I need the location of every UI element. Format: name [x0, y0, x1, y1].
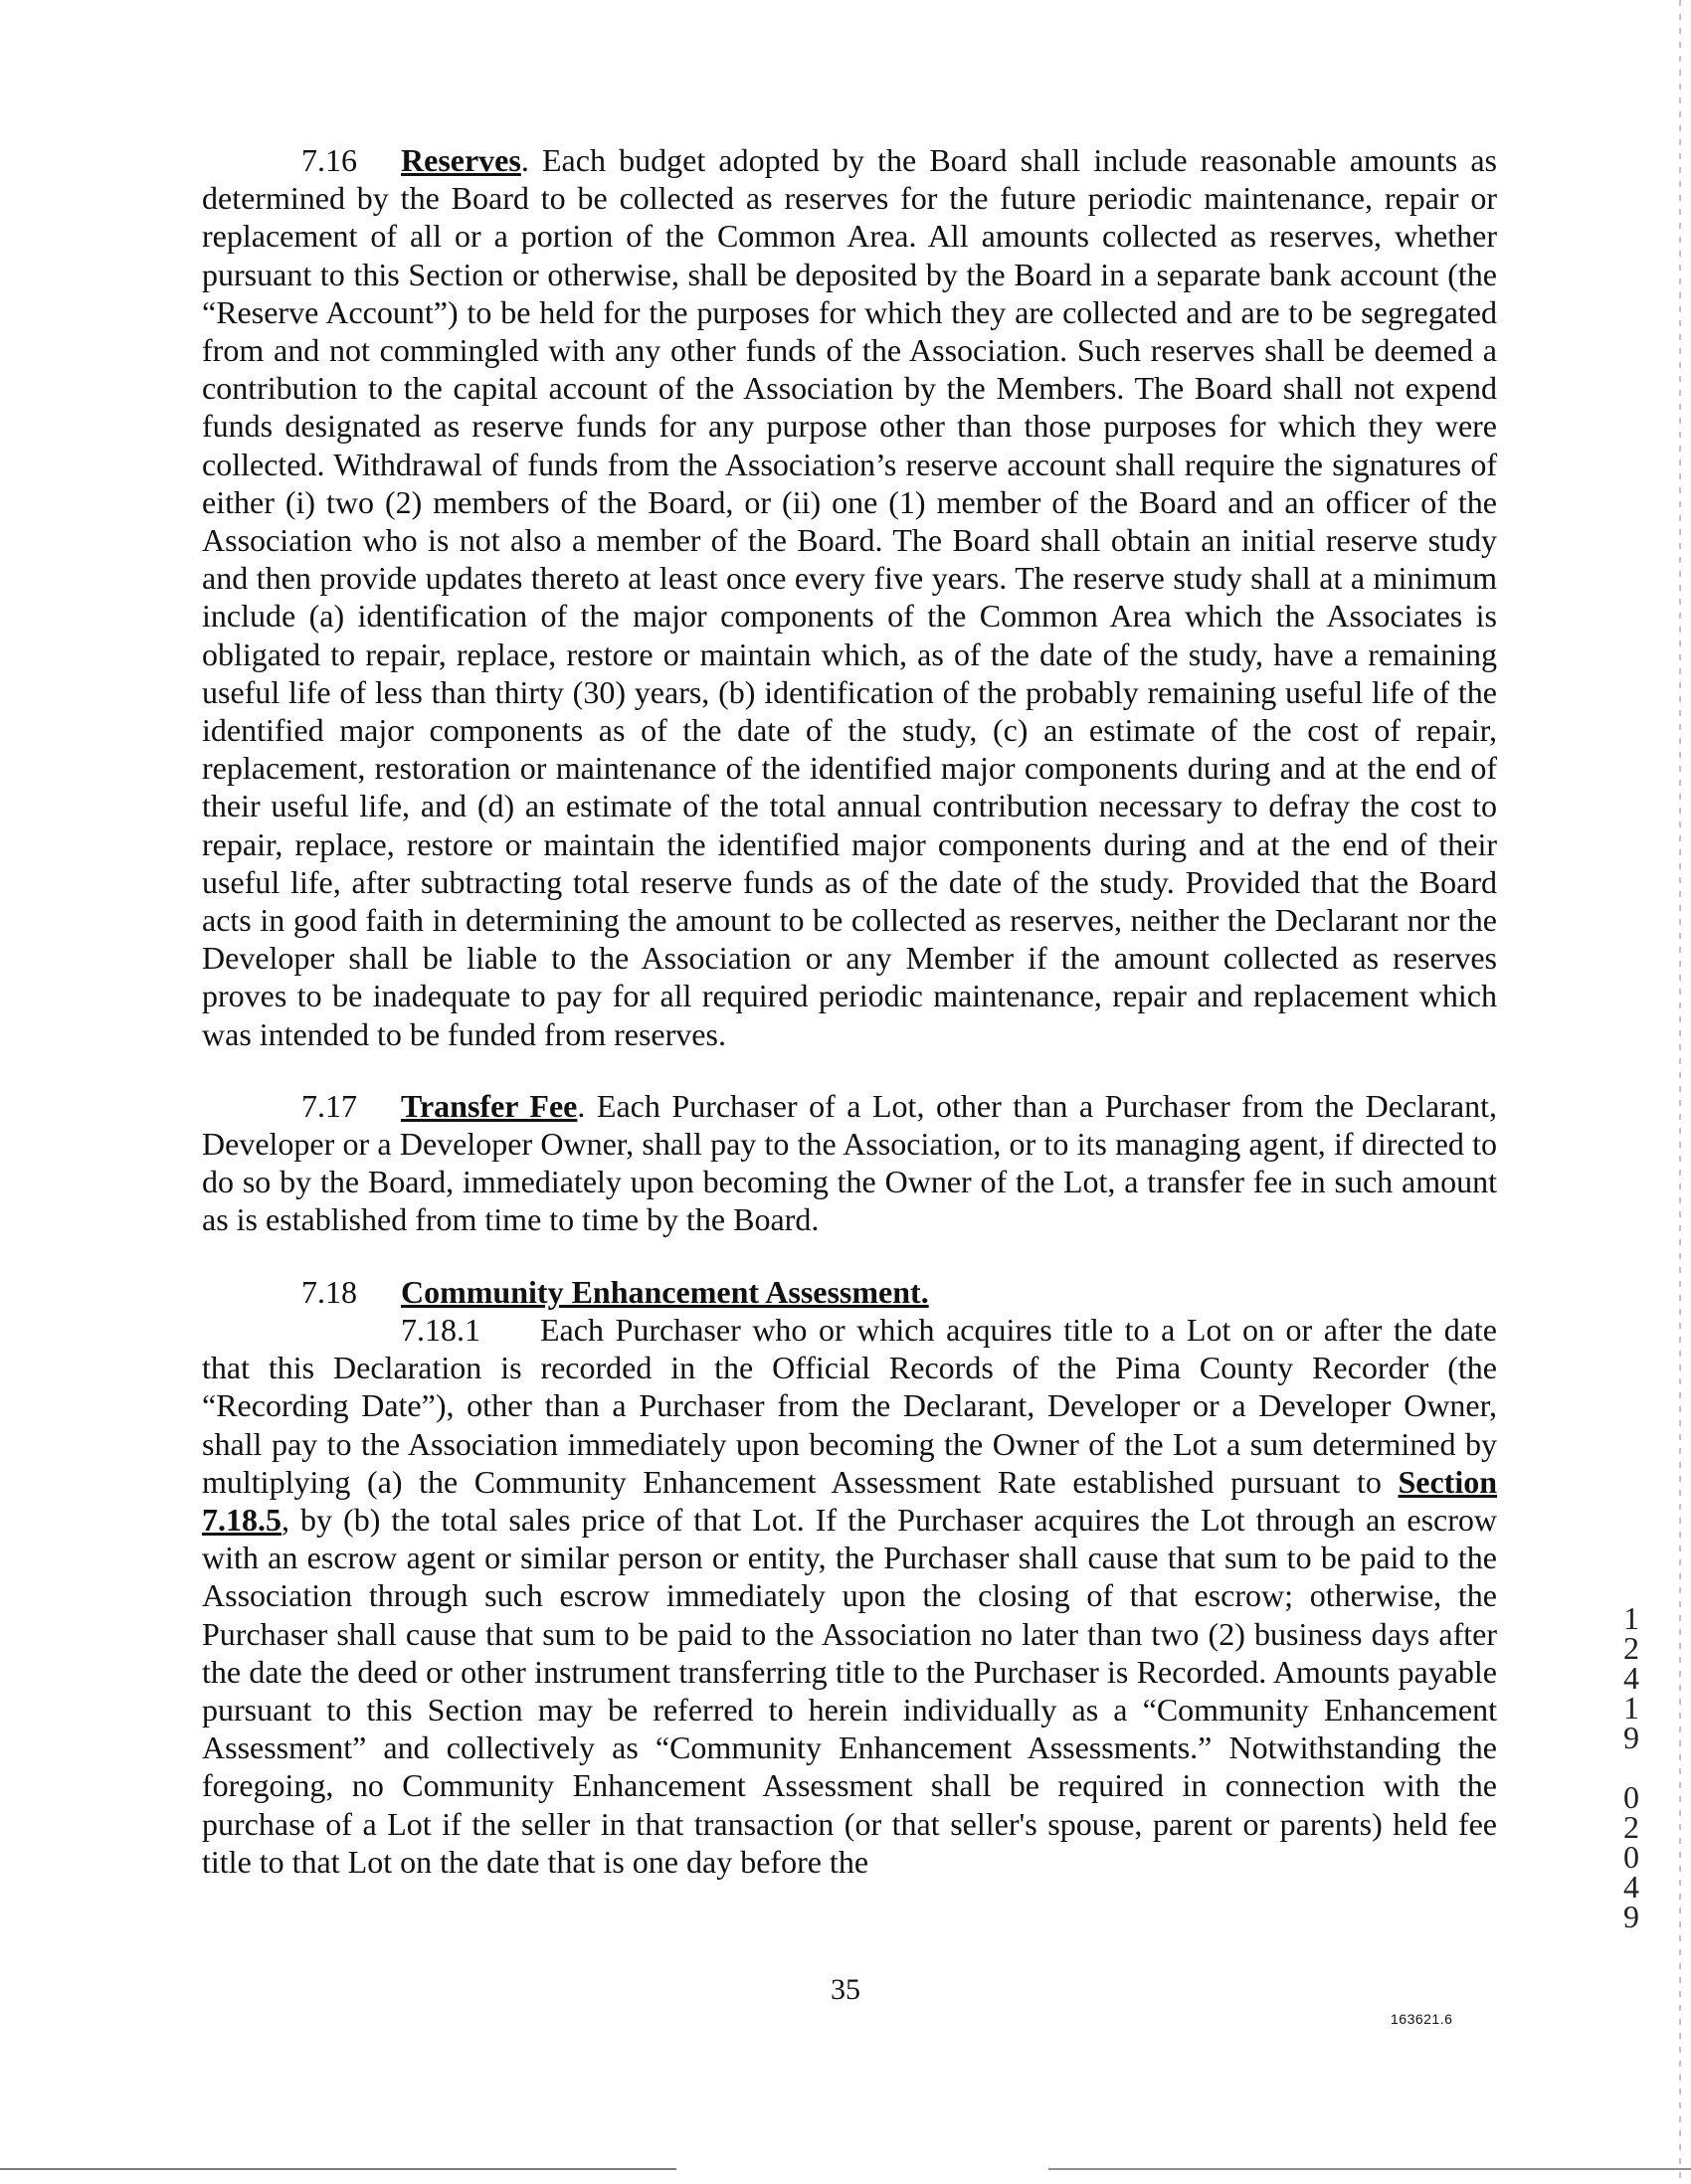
scan-edge-bottom	[0, 2168, 1691, 2170]
section-body-b: , by (b) the total sales price of that Lot. If the Purchaser acquires the Lot through an escrow with an escrow agent or similar person or entity, the Purchaser shall cause that sum to be paid to the Association through such escrow immediately upon the closing of that escrow; otherwise, the Purchaser shall cause that sum to be paid to the Association no later than two (2) business days after the date the deed or other instrument transferring title to the Purchaser is Recorded. Amounts payable pursuant to this Section may be referred to herein individually as a “Community Enhancement Assessment” and collectively as “Community Enhancement Assessments.” Notwithstanding the foregoing, no Community Enhancement Assessment shall be required in connection with the purchase of a Lot if the seller in that transaction (or that seller's spouse, parent or parents) held fee title to that Lot on the date that is one day before the	[202, 1501, 1497, 1880]
section-body: . Each budget adopted by the Board shall include reasonable amounts as determined by the Board to be collected as reserves for the future periodic maintenance, repair or replacement of all or a portion of the Common Area. All amounts collected as reserves, whether pursuant to this Section or otherwise, shall be deposited by the Board in a separate bank account (the “Reserve Account”) to be held for the purposes for which they are collected and are to be segregated from and not commingled with any other funds of the Association. Such reserves shall be deemed a contribution to the capital account of the Association by the Members. The Board shall not expend funds designated as reserve funds for any purpose other than those purposes for which they were collected. Withdrawal of funds from the Association’s reserve account shall require the signatures of either (i) two (2) members of the Board, or (ii) one (1) member of the Board and an officer of the Association who is not also a member of the Board. The Board shall obtain an initial reserve study and then provide updates thereto at least once every five years. The reserve study shall at a minimum include (a) identification of the major components of the Common Area which the Associates is obligated to repair, replace, restore or maintain which, as of the date of the study, have a remaining useful life of less than thirty (30) years, (b) identification of the probably remaining useful life of the identified major components as of the date of the study, (c) an estimate of the cost of repair, replacement, restoration or maintenance of the identified major components during and at the end of their useful life, and (d) an estimate of the total annual contribution necessary to defray the cost to repair, replace, restore or maintain the identified major components during and at the end of their useful life, after subtracting total reserve funds as of the date of the study. Provided that the Board acts in good faith in determining the amount to be collected as reserves, neither the Declarant nor the Developer shall be liable to the Association or any Member if the amount collected as reserves proves to be inadequate to pay for all required periodic maintenance, repair and replacement which was intended to be funded from reserves.	[202, 142, 1497, 1052]
recording-digit: 4	[1623, 1869, 1639, 1905]
section-reference: Section 7.18.5	[202, 1463, 1497, 1538]
recording-digit: 4	[1623, 1660, 1639, 1696]
recording-digit: 2	[1623, 1809, 1639, 1845]
section-number: 7.18.1	[401, 1311, 480, 1348]
recording-gap	[1611, 1752, 1651, 1782]
section-body-a: Each Purchaser who or which acquires title to a Lot on or after the date that this Declaration is recorded in the Official Records of the Pima County Recorder (the “Recording Date”), other than a Purchaser from the Declarant, Developer or a Developer Owner, shall pay to the Association immediately upon becoming the Owner of the Lot a sum determined by multiplying (a) the Community Enhancement Assessment Rate established pursuant to	[202, 1311, 1497, 1500]
recording-stamp	[1611, 1600, 1651, 1934]
document-page	[202, 141, 1497, 1881]
recording-digit: 1	[1623, 1600, 1639, 1636]
recording-digit: 0	[1623, 1779, 1639, 1815]
section-7-18-1	[202, 1311, 1497, 1881]
document-reference: 163621.6	[1391, 2011, 1453, 2027]
section-number: 7.18	[301, 1273, 357, 1310]
recording-digit: 9	[1623, 1720, 1639, 1755]
page-number: 35	[831, 1973, 860, 2006]
section-title: Reserves	[401, 142, 521, 178]
section-number: 7.17	[301, 1087, 357, 1124]
scan-edge-right	[1679, 0, 1681, 2184]
recording-digit: 0	[1623, 1839, 1639, 1875]
section-7-18-heading	[202, 1273, 1497, 1311]
section-number: 7.16	[301, 142, 357, 178]
section-body: . Each Purchaser of a Lot, other than a Purchaser from the Declarant, Developer or a Developer Owner, shall pay to the Association, or to its managing agent, if directed to do so by the Board, immediately upon becoming the Owner of the Lot, a transfer fee in such amount as is established from time to time by the Board.	[202, 1087, 1498, 1238]
section-title: Transfer Fee	[401, 1087, 578, 1124]
section-7-17	[202, 1087, 1497, 1239]
recording-digit: 9	[1623, 1899, 1639, 1934]
section-title: Community Enhancement Assessment.	[401, 1273, 929, 1310]
recording-digit: 2	[1623, 1630, 1639, 1666]
section-7-16	[202, 141, 1497, 1053]
recording-digit: 1	[1623, 1690, 1639, 1726]
